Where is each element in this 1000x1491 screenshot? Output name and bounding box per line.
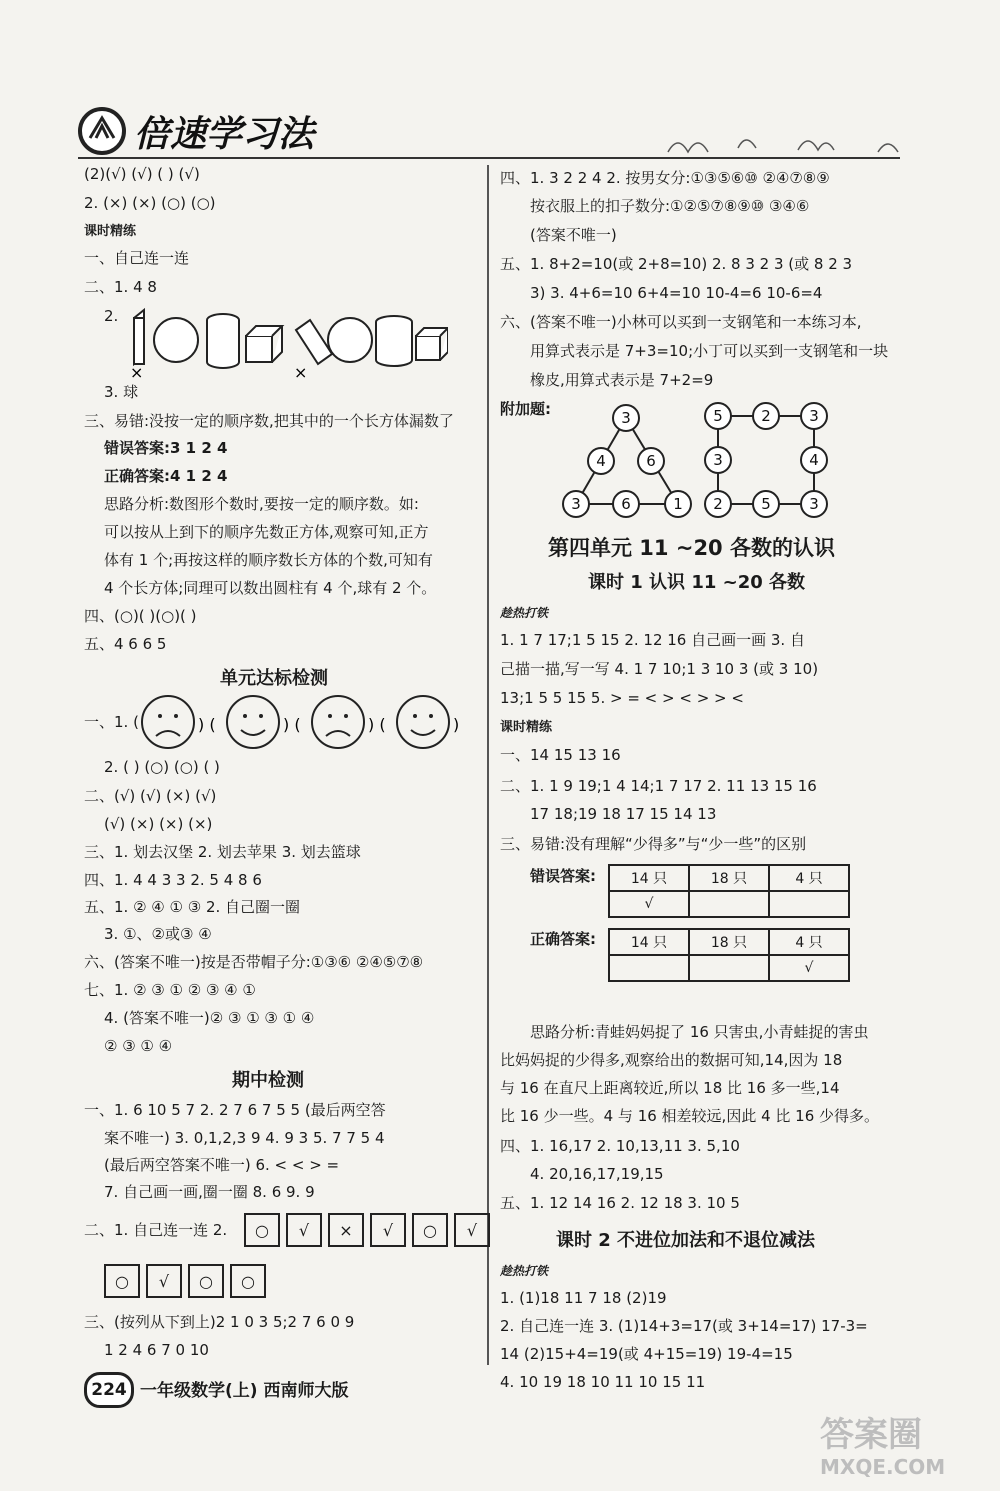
text-line: 1. 1 7 17;1 5 15 2. 12 16 自己画一画 3. 自	[500, 631, 805, 649]
text-line: 错误答案:3 1 2 4	[104, 439, 228, 457]
puzzle-node-value: 3	[621, 409, 631, 427]
text-line: 四、(○)( )(○)( )	[84, 607, 197, 625]
smile-face-icon	[397, 696, 449, 748]
answer-boxes-row	[244, 1213, 490, 1247]
text-line: 2. (×) (×) (○) (○)	[84, 194, 216, 212]
puzzle-node-value: 5	[761, 495, 771, 513]
text-line: 比 16 少一些。4 与 16 相差较远,因此 4 比 16 少得多。	[500, 1107, 880, 1125]
text-line: 4. (答案不唯一)② ③ ① ③ ① ④	[104, 1009, 315, 1027]
decorative-swirl-icon	[668, 140, 898, 152]
puzzle-node-value: 3	[713, 451, 723, 469]
footer-book-title: 一年级数学(上) 西南师大版	[140, 1381, 349, 1401]
text-line: 附加题:	[500, 400, 551, 418]
cross-mark-icon: ×	[294, 363, 308, 380]
text-line: 三、易错:没按一定的顺序数,把其中的一个长方体漏数了	[84, 412, 454, 430]
text-line: 二、(√) (√) (×) (√)	[84, 787, 217, 805]
answer-box: ○	[104, 1264, 140, 1298]
answer-box: ○	[244, 1213, 280, 1247]
watermark	[820, 1415, 990, 1485]
wrong-answer-table	[608, 864, 850, 918]
svg-text:) (: ) (	[368, 715, 386, 734]
unit-heading: 第四单元 11 ~20 各数的认识	[548, 536, 835, 560]
text-line: 思路分析:青蛙妈妈捉了 16 只害虫,小青蛙捉的害虫	[530, 1023, 869, 1041]
text-line: 三、1. 划去汉堡 2. 划去苹果 3. 划去篮球	[84, 843, 361, 861]
text-line: 案不唯一) 3. 0,1,2,3 9 4. 9 3 5. 7 7 5 4	[104, 1129, 385, 1147]
sphere-shape	[328, 318, 372, 362]
text-line: 3. 球	[104, 383, 139, 401]
table-cell: 14 只	[609, 929, 689, 955]
table-cell: 14 只	[609, 865, 689, 891]
puzzle-node-value: 4	[809, 451, 819, 469]
text-line: ② ③ ① ④	[104, 1037, 173, 1055]
column-divider	[487, 165, 489, 1365]
text-line: 二、1. 自己连一连 2.	[84, 1221, 228, 1239]
text-line: 14 (2)15+4=19(或 4+15=19) 19-4=15	[500, 1345, 793, 1363]
sphere-shape	[154, 318, 198, 362]
text-line: 3) 3. 4+6=10 6+4=10 10-4=6 10-6=4	[530, 284, 823, 302]
text-line: 正确答案:4 1 2 4	[104, 467, 228, 485]
cube-shape	[416, 336, 440, 360]
text-line: 一、1. 6 10 5 7 2. 2 7 6 7 5 5 (最后两空答	[84, 1101, 386, 1119]
text-line: 体有 1 个;再按这样的顺序数长方体的个数,可知有	[104, 551, 433, 569]
solid-shapes-figure	[128, 300, 448, 380]
section-label: 趁热打铁	[500, 1264, 549, 1278]
answer-box: √	[370, 1213, 406, 1247]
text-line: (√) (×) (×) (×)	[104, 815, 213, 833]
text-line: 四、1. 3 2 2 4 2. 按男女分:①③⑤⑥⑩ ②④⑦⑧⑨	[500, 169, 830, 187]
number-puzzle-figure	[556, 398, 846, 526]
puzzle-node-value: 6	[621, 495, 631, 513]
text-line: 思路分析:数图形个数时,要按一定的顺序数。如:	[104, 495, 419, 513]
text-line: 按衣服上的扣子数分:①②⑤⑦⑧⑨⑩ ③④⑥	[530, 197, 810, 215]
text-line: 与 16 在直尺上距离较近,所以 18 比 16 多一些,14	[500, 1079, 840, 1097]
text-line: 橡皮,用算式表示是 7+2=9	[530, 371, 714, 389]
svg-text:) (: ) (	[283, 715, 301, 734]
text-line: 一、14 15 13 16	[500, 746, 621, 764]
answer-box: √	[454, 1213, 490, 1247]
text-line: 4 个长方体;同理可以数出圆柱有 4 个,球有 2 个。	[104, 579, 437, 597]
text-line: 1 2 4 6 7 0 10	[104, 1341, 209, 1359]
faces-figure	[138, 692, 468, 752]
puzzle-node-value: 3	[809, 407, 819, 425]
sad-face-icon	[142, 696, 194, 748]
text-line: 3. ①、②或③ ④	[104, 925, 212, 943]
table-cell	[769, 891, 849, 917]
text-line: 一、1. (	[84, 713, 139, 731]
section-label: 课时精练	[84, 224, 137, 239]
puzzle-node-value: 3	[571, 495, 581, 513]
text-line: 4. 10 19 18 10 11 10 15 11	[500, 1373, 706, 1391]
watermark-logo: 答案圈	[820, 1415, 922, 1455]
text-line: 二、1. 4 8	[84, 278, 157, 296]
text-line: 可以按从上到下的顺序先数正方体,观察可知,正方	[104, 523, 429, 541]
cross-mark-icon: ×	[130, 363, 144, 380]
answer-box: ×	[328, 1213, 364, 1247]
table-cell	[689, 955, 769, 981]
table-cell: √	[609, 891, 689, 917]
puzzle-node-value: 2	[713, 495, 723, 513]
correct-answer-table	[608, 928, 850, 982]
svg-text:) (: ) (	[198, 715, 216, 734]
table-cell	[609, 955, 689, 981]
puzzle-node-value: 6	[646, 452, 656, 470]
text-line: 1. (1)18 11 7 18 (2)19	[500, 1289, 667, 1307]
section-heading: 单元达标检测	[220, 668, 328, 689]
table-cell: √	[769, 955, 849, 981]
page-header	[78, 96, 918, 166]
answer-box: ○	[230, 1264, 266, 1298]
text-line: 4. 20,16,17,19,15	[530, 1165, 664, 1183]
section-label: 趁热打铁	[500, 606, 549, 620]
answer-box: ○	[412, 1213, 448, 1247]
text-line: 7. 自己画一画,圈一圈 8. 6 9. 9	[104, 1183, 315, 1201]
table-cell: 4 只	[769, 929, 849, 955]
section-label: 课时精练	[500, 720, 553, 735]
text-line: 2.	[104, 307, 119, 325]
text-line: 三、易错:没有理解“少得多”与“少一些”的区别	[500, 835, 807, 853]
text-line: 五、4 6 6 5	[84, 635, 167, 653]
text-line: 17 18;19 18 17 15 14 13	[530, 805, 717, 823]
text-line: 四、1. 4 4 3 3 2. 5 4 8 6	[84, 871, 262, 889]
text-line: (最后两空答案不唯一) 6. < < > =	[104, 1156, 340, 1174]
text-line: (答案不唯一)	[530, 226, 617, 244]
text-line: 2. 自己连一连 3. (1)14+3=17(或 3+14=17) 17-3=	[500, 1317, 868, 1335]
page-number: 224	[84, 1372, 134, 1408]
table-cell: 18 只	[689, 865, 769, 891]
svg-text:): )	[453, 715, 460, 734]
text-line: 五、1. 8+2=10(或 2+8=10) 2. 8 3 2 3 (或 8 2 3	[500, 255, 853, 273]
text-line: 三、(按列从下到上)2 1 0 3 5;2 7 6 0 9	[84, 1313, 355, 1331]
puzzle-node-value: 3	[809, 495, 819, 513]
answer-box: √	[286, 1213, 322, 1247]
text-line: 2. ( ) (○) (○) ( )	[104, 758, 220, 776]
text-line: 一、自己连一连	[84, 249, 190, 267]
text-line: 错误答案:	[530, 867, 596, 885]
answer-boxes-row	[104, 1264, 266, 1298]
section-heading: 期中检测	[232, 1070, 304, 1091]
text-line: 六、(答案不唯一)小林可以买到一支钢笔和一本练习本,	[500, 313, 862, 331]
puzzle-node-value: 4	[596, 452, 606, 470]
answer-box: ○	[188, 1264, 224, 1298]
lesson-heading: 课时 1 认识 11 ~20 各数	[588, 572, 806, 593]
answer-box: √	[146, 1264, 182, 1298]
cube-shape	[246, 336, 272, 362]
text-line: 用算式表示是 7+3=10;小丁可以买到一支钢笔和一块	[530, 342, 889, 360]
text-line: 己描一描,写一写 4. 1 7 10;1 3 10 3 (或 3 10)	[500, 660, 819, 678]
text-line: 五、1. ② ④ ① ③ 2. 自己圈一圈	[84, 898, 301, 916]
text-line: 13;1 5 5 15 5. > = < > < > > <	[500, 689, 744, 707]
text-line: 正确答案:	[530, 930, 596, 948]
puzzle-node-value: 5	[713, 407, 723, 425]
puzzle-node-value: 1	[673, 495, 683, 513]
text-line: (2)(√) (√) ( ) (√)	[84, 165, 200, 183]
text-line: 五、1. 12 14 16 2. 12 18 3. 10 5	[500, 1194, 740, 1212]
table-cell	[689, 891, 769, 917]
lesson-heading: 课时 2 不进位加法和不退位减法	[556, 1230, 816, 1251]
puzzle-node-value: 2	[761, 407, 771, 425]
text-line: 四、1. 16,17 2. 10,13,11 3. 5,10	[500, 1137, 740, 1155]
text-line: 七、1. ② ③ ① ② ③ ④ ①	[84, 981, 256, 999]
watermark-url: MXQE.COM	[820, 1455, 946, 1479]
tilted-cuboid-shape	[296, 320, 332, 364]
text-line: 二、1. 1 9 19;1 4 14;1 7 17 2. 11 13 15 16	[500, 777, 817, 795]
table-cell: 4 只	[769, 865, 849, 891]
header-title: 倍速学习法	[134, 114, 315, 155]
text-line: 六、(答案不唯一)按是否带帽子分:①③⑥ ②④⑤⑦⑧	[84, 953, 424, 971]
text-line: 比妈妈捉的少得多,观察给出的数据可知,14,因为 18	[500, 1051, 843, 1069]
sad-face-icon	[312, 696, 364, 748]
smile-face-icon	[227, 696, 279, 748]
table-cell: 18 只	[689, 929, 769, 955]
